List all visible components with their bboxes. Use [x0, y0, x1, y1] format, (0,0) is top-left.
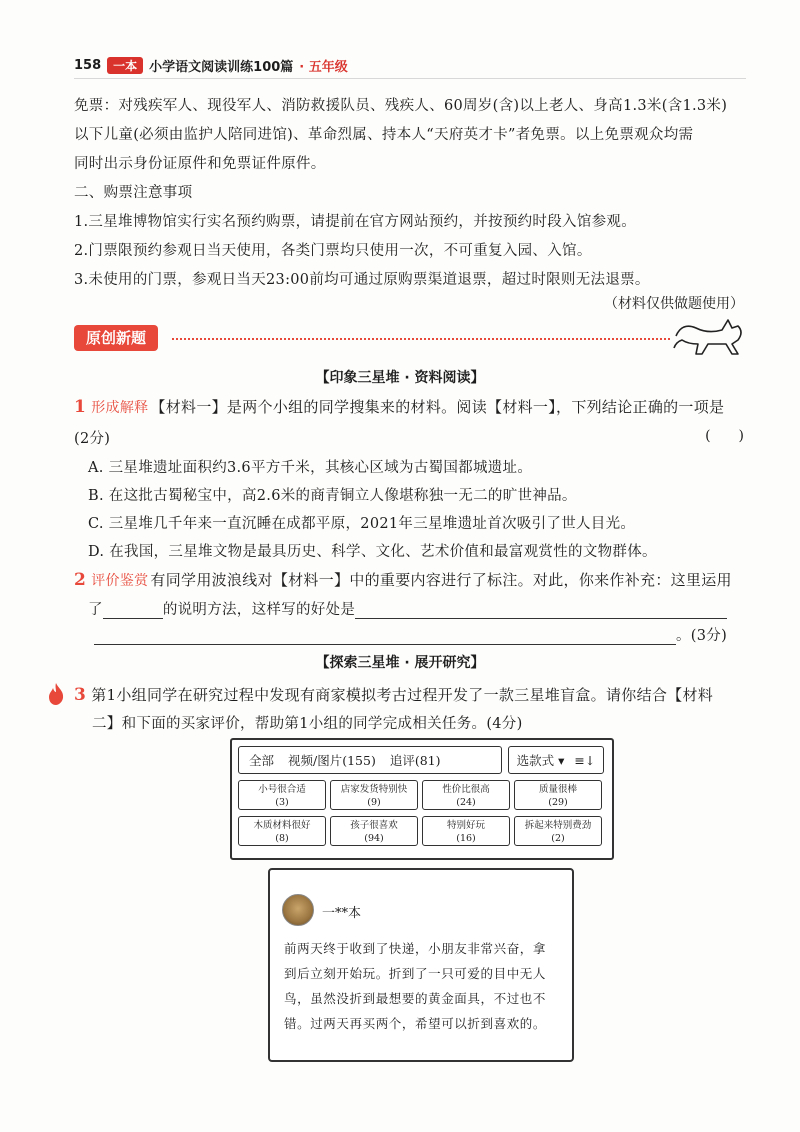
page-number: 158 — [74, 58, 102, 73]
brand-logo: 一本 — [107, 57, 143, 74]
note-3: 3.未使用的门票，参观日当天23:00前均可通过原购票渠道退票，超过时限则无法退票。 — [74, 272, 650, 288]
question-3-line-2: 二】和下面的买家评价，帮助第1小组的同学完成相关任务。(4分) — [92, 716, 523, 732]
dotted-divider — [172, 338, 670, 340]
question-1-option-c[interactable]: C. 三星堆几千年来一直沉睡在成都平原，2021年三星堆遗址首次吸引了世人目光。 — [88, 516, 636, 532]
flame-icon — [46, 682, 66, 706]
review-tag[interactable]: 拆起来特别费劲 (2) — [514, 816, 602, 846]
question-2-part-2: 的说明方法，这样写的好处是 — [162, 602, 356, 618]
question-2-benefit-blank-2[interactable] — [94, 628, 676, 645]
section-ticket-notes: 二、购票注意事项 — [74, 185, 193, 201]
page-header — [74, 56, 348, 75]
material-source: （材料仅供做题使用） — [604, 296, 744, 312]
buyer-review-card — [268, 868, 574, 1062]
header-divider — [74, 78, 746, 79]
question-2-benefit-blank[interactable] — [355, 602, 727, 619]
question-1-stem — [74, 396, 724, 417]
avatar — [282, 894, 314, 926]
reviewer-name: 一**本 — [322, 906, 362, 921]
question-1-number: 1 — [74, 397, 87, 417]
question-2-number: 2 — [74, 570, 87, 590]
style-select[interactable] — [508, 746, 604, 774]
question-1-answer-paren[interactable]: ( ) — [705, 428, 744, 444]
question-3-text-1: 第1小组同学在研究过程中发现有商家模拟考古过程开发了一款三星堆盲盒。请你结合【材料 — [91, 686, 714, 704]
free-ticket-line-2: 以下儿童(必须由监护人陪同进馆)、革命烈属、持本人“天府英才卡”者免票。以上免票观众均需 — [74, 127, 694, 143]
question-1-score: (2分) — [74, 431, 111, 447]
tab-all[interactable]: 全部 — [249, 753, 275, 768]
review-tag[interactable]: 店家发货特别快 (9) — [330, 780, 418, 810]
section-title-reading: 【印象三星堆 · 资料阅读】 — [315, 370, 485, 386]
question-2-line-3 — [94, 624, 727, 645]
review-tag[interactable]: 特别好玩 (16) — [422, 816, 510, 846]
question-1-text: 【材料一】是两个小组的同学搜集来的材料。阅读【材料一】，下列结论正确的一项是 — [150, 398, 725, 416]
note-2: 2.门票限预约参观日当天使用，各类门票均只使用一次，不可重复入园、入馆。 — [74, 243, 592, 259]
sort-lines-icon[interactable]: ≡↓ — [574, 752, 596, 768]
tab-followup[interactable]: 追评(81) — [389, 753, 441, 768]
section-title-research: 【探索三星堆 · 展开研究】 — [315, 655, 485, 671]
review-tag[interactable]: 木质材料很好 (8) — [238, 816, 326, 846]
review-body: 前两天终于收到了快递，小朋友非常兴奋，拿 到后立刻开始玩。折到了一只可爱的目中无人 鸟，虽然没折到最想要的黄金面具，不过也不 错。过两天再买两个，希望可以折到喜欢的。 — [284, 941, 547, 1031]
review-tag[interactable]: 质量很棒 (29) — [514, 780, 602, 810]
free-ticket-line-1: 免票：对残疾军人、现役军人、消防救援队员、残疾人、60周岁(含)以上老人、身高1.3米(含1.3米) — [74, 98, 728, 114]
question-1-tag: 形成解释 — [91, 400, 149, 416]
question-3-number: 3 — [74, 685, 87, 705]
question-2-line-2 — [88, 598, 727, 619]
original-question-badge: 原创新题 — [74, 325, 158, 351]
question-1-option-d[interactable]: D. 在我国，三星堆文物是最具历史、科学、文化、艺术价值和最富观赏性的文物群体。 — [88, 544, 657, 560]
review-tag[interactable]: 小号很合适 (3) — [238, 780, 326, 810]
question-2-score: 。(3分) — [676, 628, 728, 644]
review-filter-tabs — [238, 746, 502, 774]
question-2-part-1: 了 — [88, 602, 103, 618]
grade-label: · 五年级 — [299, 60, 348, 75]
free-ticket-line-3: 同时出示身份证原件和免票证件原件。 — [74, 156, 326, 172]
question-1-option-b[interactable]: B. 在这批古蜀秘宝中，高2.6米的商青铜立人像堪称独一无二的旷世神品。 — [88, 488, 577, 504]
style-select-label: 选款式 ▾ — [516, 753, 565, 768]
question-2-tag: 评价鉴赏 — [91, 573, 149, 589]
tab-media[interactable]: 视频/图片(155) — [288, 753, 376, 768]
question-2-stem — [74, 569, 732, 590]
cat-illustration-icon — [672, 314, 746, 358]
question-2-method-blank[interactable] — [103, 602, 163, 619]
question-2-text: 有同学用波浪线对【材料一】中的重要内容进行了标注。对此，你来作补充：这里运用 — [150, 571, 732, 589]
review-tag[interactable]: 性价比很高 (24) — [422, 780, 510, 810]
review-summary-panel — [230, 738, 614, 860]
question-3-line-1 — [74, 684, 713, 705]
book-title: 小学语文阅读训练100篇 — [149, 60, 294, 75]
review-tag[interactable]: 孩子很喜欢 (94) — [330, 816, 418, 846]
question-1-option-a[interactable]: A. 三星堆遗址面积约3.6平方千米，其核心区域为古蜀国都城遗址。 — [88, 460, 533, 476]
note-1: 1.三星堆博物馆实行实名预约购票，请提前在官方网站预约，并按预约时段入馆参观。 — [74, 214, 637, 230]
